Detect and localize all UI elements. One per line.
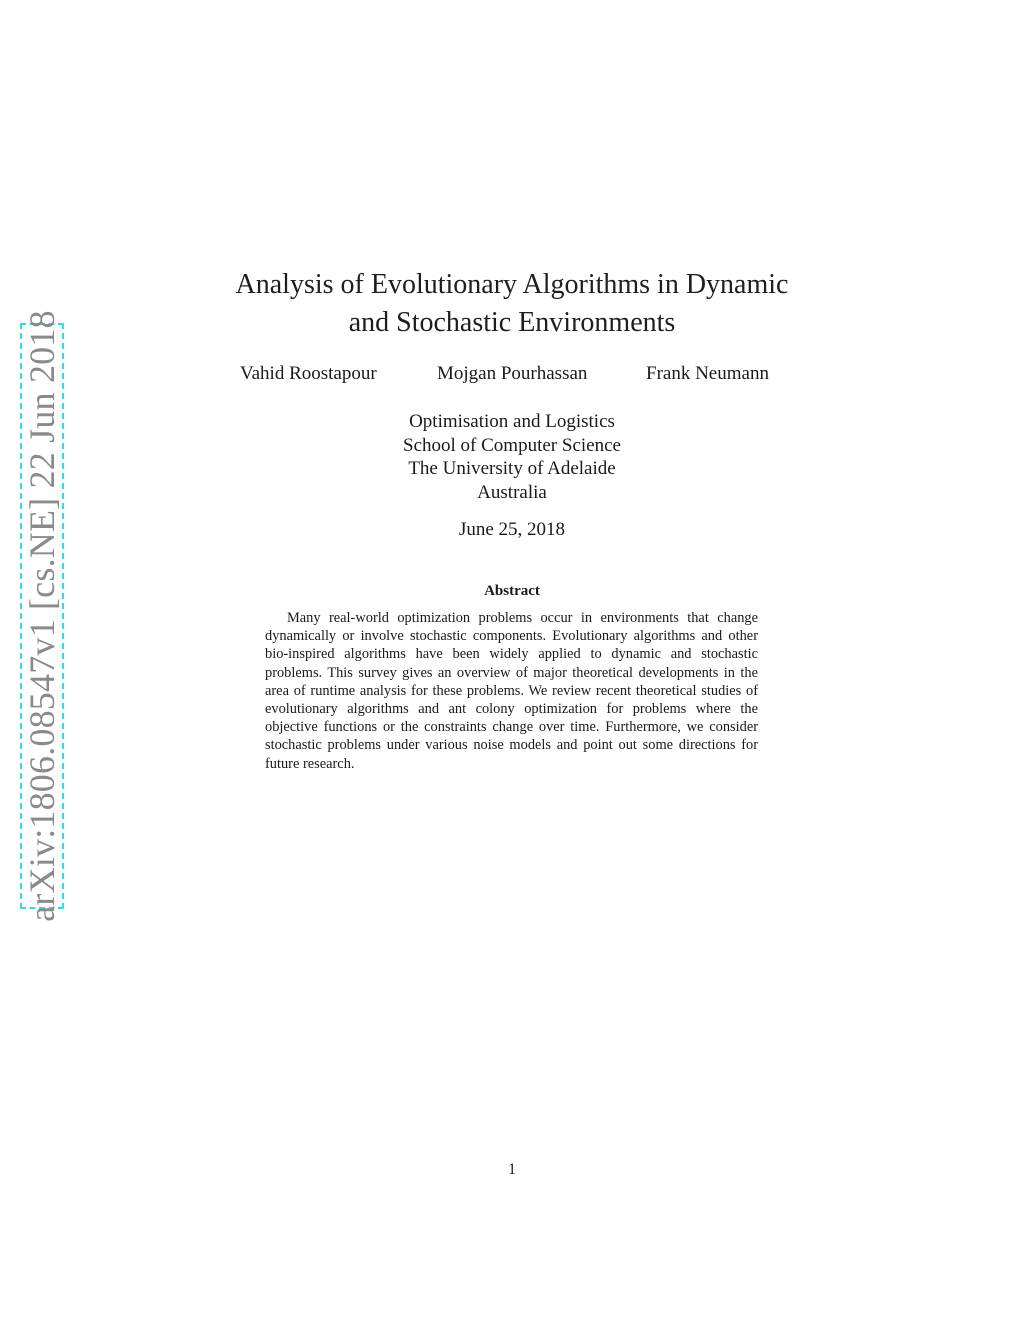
author-name: Frank Neumann xyxy=(646,363,769,384)
abstract-heading: Abstract xyxy=(484,583,540,599)
title-line-2: and Stochastic Environments xyxy=(348,307,676,338)
author-name: Mojgan Pourhassan xyxy=(437,363,588,384)
abstract-body: Many real-world optimization problems occur in environments that change dynamically or involve stochastic components. Evolutionary algorithms and other bio-inspired algorithms have been widely applied to dynamic and stochastic problems. This survey gives an overview of major theoretical developments in the area of runtime analysis for these problems. We review recent theoretical studies of evolutionary algorithms and ant colony optimization for problems where the objective functions or the constraints change over time. Furthermore, we consider stochastic problems under various noise models and point out some directions for future research. xyxy=(265,610,758,772)
affiliation-university: The University of Adelaide xyxy=(408,458,616,479)
author-list xyxy=(0,363,1024,387)
paper-title xyxy=(0,266,1024,342)
affiliation-school: School of Computer Science xyxy=(403,434,621,456)
paper-date: June 25, 2018 xyxy=(458,519,566,540)
affiliation-block xyxy=(0,410,1024,504)
author-name: Vahid Roostapour xyxy=(240,363,377,384)
arxiv-identifier[interactable]: arXiv:1806.08547v1 [cs.NE] 22 Jun 2018 xyxy=(22,310,62,922)
title-line-1: Analysis of Evolutionary Algorithms in Dynamic xyxy=(235,269,789,300)
affiliation-country: Australia xyxy=(477,481,547,503)
page-number: 1 xyxy=(508,1161,516,1178)
affiliation-group: Optimisation and Logistics xyxy=(409,411,615,432)
